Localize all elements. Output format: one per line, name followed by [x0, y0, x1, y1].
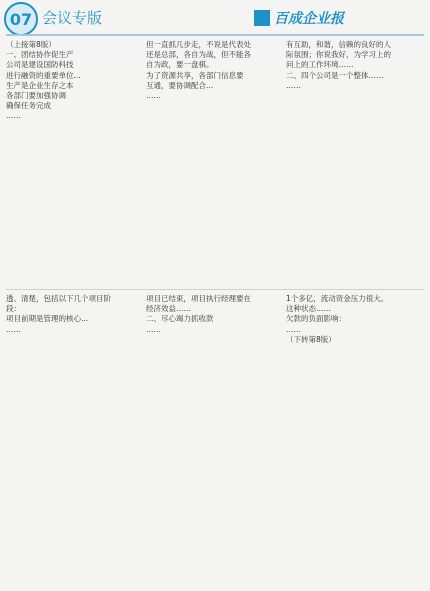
text-line: 各部门要加强协调	[6, 91, 66, 101]
text-line: 生产是企业生存之本	[6, 80, 74, 90]
text-line: ……	[146, 91, 161, 101]
page-header	[0, 0, 430, 38]
text-line: 但一直抓几步走，不说是代表处	[146, 40, 251, 49]
bottom-column-2	[146, 294, 278, 335]
issue-badge: 07	[4, 2, 38, 36]
text-line: 二、尽心竭力抓收款	[146, 314, 214, 324]
text-line: 二、四个公司是一个整体……	[286, 70, 384, 80]
text-line: 自为政，要一盘棋。	[146, 60, 214, 70]
text-line: 段：	[6, 304, 21, 314]
top-column-3	[286, 40, 422, 91]
top-column-1	[6, 40, 138, 122]
text-line: ……	[6, 111, 21, 121]
text-line: 这种状态……	[286, 304, 331, 314]
text-line: 有互助，和谐，信赖的良好的人	[286, 40, 391, 49]
text-line: 还是总部，各自为战，但不能各	[146, 50, 251, 60]
text-line: （上接第8版）	[6, 40, 56, 49]
text-line: 进行融资的重要单位...	[6, 70, 81, 80]
brand-mark-icon	[254, 10, 270, 26]
brand-name: 百成企业报	[274, 11, 344, 27]
text-line: ……	[146, 324, 161, 334]
text-line: 1个多亿，流动资金压力很大。	[286, 294, 389, 303]
section-divider	[6, 289, 424, 290]
text-line: 经济效益……	[146, 304, 191, 314]
text-line: 透、清楚，包括以下几个项目阶	[6, 294, 111, 303]
text-line: ……	[6, 324, 21, 334]
bottom-column-1	[6, 294, 138, 335]
text-line: 公司是建设国防科技	[6, 60, 74, 70]
text-line: 项目已结束，项目执行经理要在	[146, 294, 251, 303]
brand-logo	[254, 10, 404, 26]
section-title: 会议专版	[42, 9, 103, 27]
text-line: 项目前期是管理的核心...	[6, 314, 89, 324]
bottom-column-3	[286, 294, 422, 345]
text-line: 一、团结协作促生产	[6, 50, 74, 60]
text-line: ……	[286, 324, 301, 334]
header-rule	[6, 34, 424, 36]
text-line: 问上的工作环境……	[286, 60, 354, 70]
text-line: （下转第8版）	[286, 334, 336, 344]
text-line: ……	[286, 80, 301, 90]
text-line: 欠款的负面影响：	[286, 314, 346, 324]
text-line: 确保任务完成	[6, 101, 51, 111]
text-line: 互通，要协调配合...	[146, 80, 214, 90]
text-line: 为了资源共享，各部门信息要	[146, 70, 244, 80]
top-column-2	[146, 40, 278, 101]
text-line: 际氛围；你说我好，为学习上的	[286, 50, 391, 60]
